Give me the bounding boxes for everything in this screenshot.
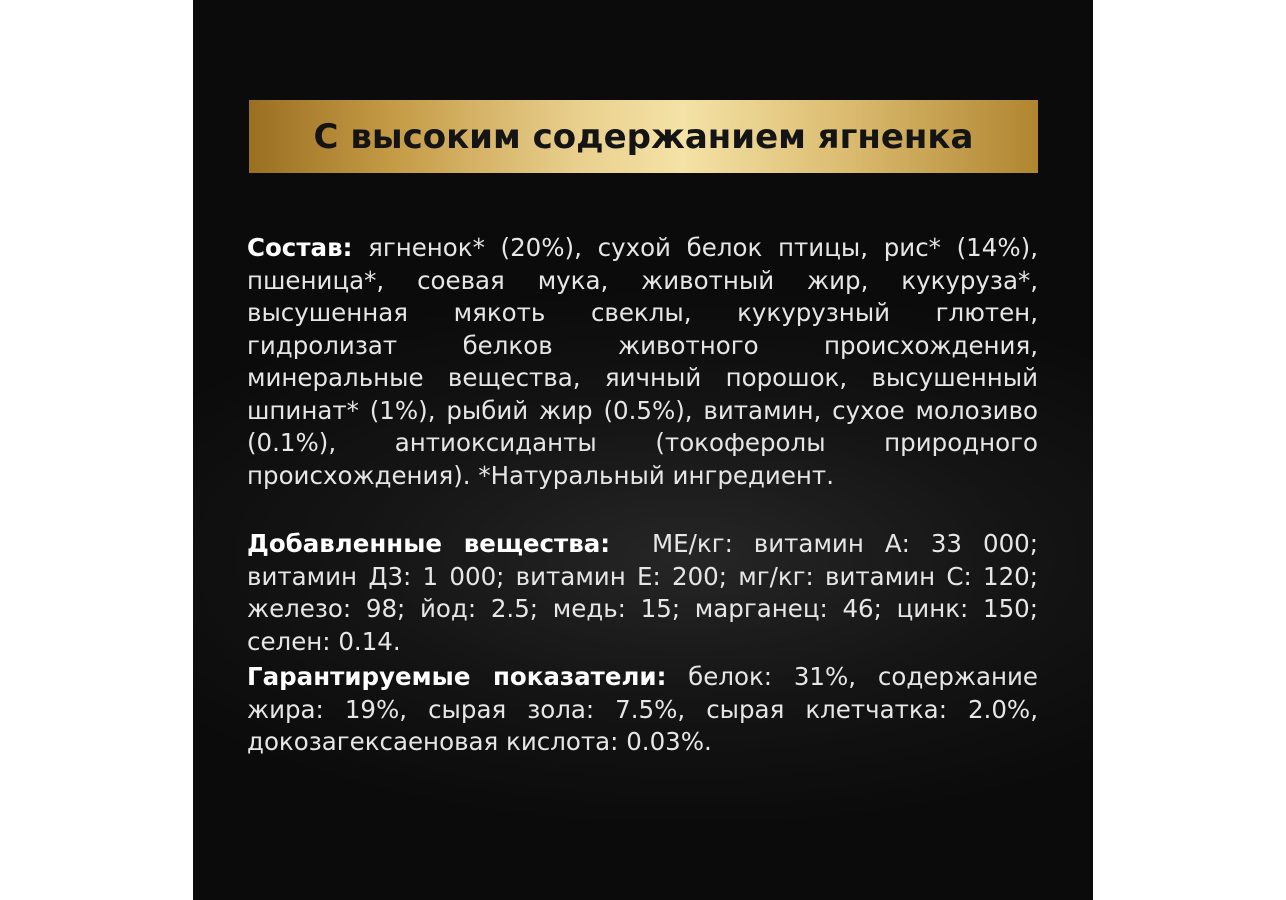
additives-text: МЕ/кг: витамин А: 33 000; витамин Д3: 1 000; витамин Е: 200; мг/кг: витамин С: 120; железо: 98; йод: 2.5; медь: 15; марганец: 46; цинк: 150; селен: 0.14. xyxy=(247,529,1038,656)
guaranteed-section xyxy=(247,661,1038,759)
composition-section xyxy=(247,232,1038,492)
product-info-card xyxy=(193,0,1093,900)
guaranteed-text: белок: 31%, содержание жира: 19%, сырая зола: 7.5%, сырая клетчатка: 2.0%, докозагексаеновая кислота: 0.03%. xyxy=(247,662,1038,756)
composition-text: ягненок* (20%), сухой белок птицы, рис* (14%), пшеница*, соевая мука, животный жир, кукуруза*, высушенная мякоть свеклы, кукурузный глютен, гидролизат белков животного происхождения, минеральные вещества, яичный порошок, высушенный шпинат* (1%), рыбий жир (0.5%), витамин, сухое молозиво (0.1%), антиоксиданты (токоферолы природного происхождения). *Натуральный ингредиент. xyxy=(247,233,1038,490)
additives-section xyxy=(247,528,1038,658)
banner-title: С высоким содержанием ягненка xyxy=(313,116,974,157)
additives-label: Добавленные вещества: xyxy=(247,529,611,558)
composition-label: Состав: xyxy=(247,233,353,262)
title-banner xyxy=(249,100,1038,173)
guaranteed-label: Гарантируемые показатели: xyxy=(247,662,667,691)
